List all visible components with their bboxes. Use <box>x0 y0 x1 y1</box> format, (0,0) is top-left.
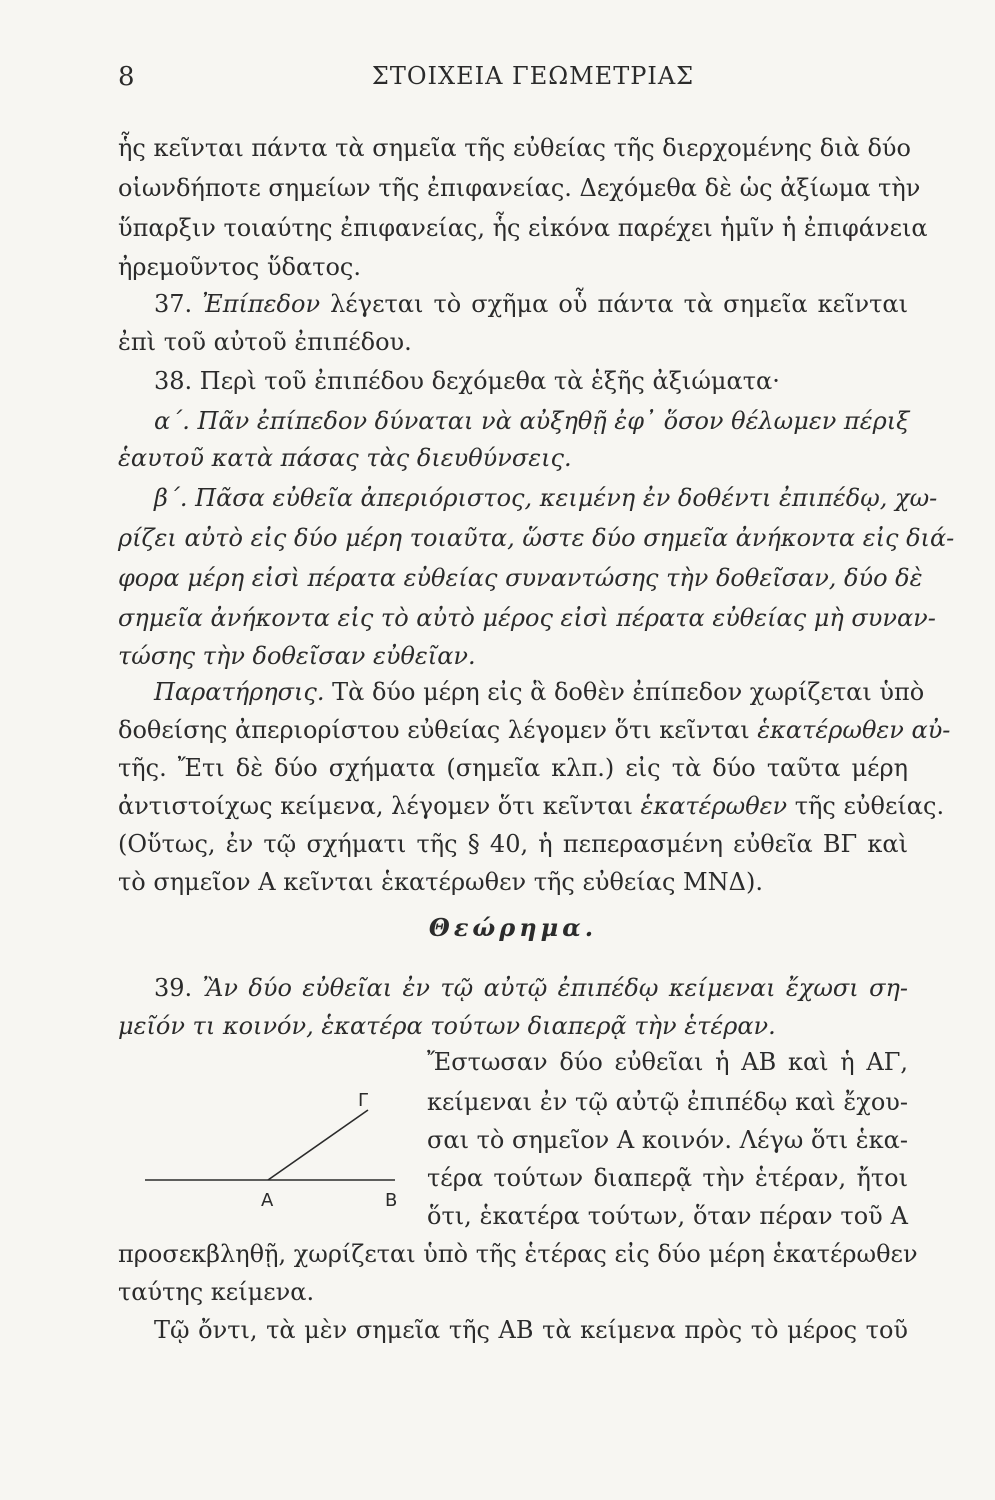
text-span: ἀντιστοίχως κείμενα, λέγομεν ὅτι κεῖνται <box>118 792 633 820</box>
text-span: τῆς εὐθείας. <box>794 792 945 820</box>
label-gamma: Γ <box>358 1090 369 1111</box>
proof-line: κείμεναι ἐν τῷ αὐτῷ ἐπιπέδῳ καὶ ἔχου- <box>427 1088 908 1116</box>
text-line: ρίζει αὐτὸ εἰς δύο μέρη τοιαῦτα, ὥστε δύο σημεῖα ἀνήκοντα εἰς διά- <box>118 524 955 552</box>
label-a: Α <box>261 1190 274 1211</box>
text-line: φορα μέρη εἰσὶ πέρατα εὐθείας συναντώσης τὴν δοθεῖσαν, δύο δὲ <box>118 564 923 592</box>
remark-line <box>118 674 925 710</box>
theorem-text: Ἂν δύο εὐθεῖαι ἐν τῷ αὐτῷ ἐπιπέδῳ κείμεναι ἔχωσι ση- <box>202 974 908 1002</box>
text-line: (Οὕτως, ἐν τῷ σχήματι τῆς § 40, ἡ πεπερασμένη εὐθεῖα ΒΓ καὶ <box>118 830 908 858</box>
text-line: μεῖόν τι κοινόν, ἑκατέρα τούτων διαπερᾷ τὴν ἑτέραν. <box>118 1012 776 1040</box>
axiom-text: Πᾶσα εὐθεῖα ἀπεριόριστος, κειμένη ἐν δοθέντι ἐπιπέδῳ, χω- <box>195 484 938 512</box>
text-line: ἠρεμοῦντος ὕδατος. <box>118 253 361 281</box>
axiom-label: β΄. <box>154 484 188 512</box>
text-span: δοθείσης ἀπεριορίστου εὐθείας λέγομεν ὅτι κεῖνται <box>118 716 750 744</box>
text-line: τῆς. Ἔτι δὲ δύο σχήματα (σημεῖα κλπ.) εἰς τὰ δύο ταῦτα μέρη <box>118 754 908 782</box>
remark-label: Παρατήρησις. <box>154 678 325 706</box>
text-line: ἐπὶ τοῦ αὐτοῦ ἐπιπέδου. <box>118 328 412 356</box>
text-line: ἑαυτοῦ κατὰ πάσας τὰς διευθύνσεις. <box>118 444 572 472</box>
axiom-label: α΄. <box>154 407 190 435</box>
text-line: οἱωνδήποτε σημείων τῆς ἐπιφανείας. Δεχόμεθα δὲ ὡς ἀξίωμα τὴν <box>118 174 921 202</box>
running-title: ΣΤΟΙΧΕΙΑ ΓΕΩΜΕΤΡΙΑΣ <box>371 62 695 90</box>
axiom-a-line <box>118 403 908 439</box>
text-line: ὕπαρξιν τοιαύτης ἐπιφανείας, ἧς εἰκόνα παρέχει ἡμῖν ἡ ἐπιφάνεια <box>118 214 928 242</box>
text-line <box>118 712 951 748</box>
theorem-heading: Θεώρημα. <box>428 913 598 942</box>
text-line: σημεῖα ἀνήκοντα εἰς τὸ αὐτὸ μέρος εἰσὶ πέρατα εὐθείας μὴ συναν- <box>118 604 936 632</box>
term-epipedon: Ἐπίπεδον <box>202 290 321 318</box>
remark-text: Τὰ δύο μέρη εἰς ἃ δοθὲν ἐπίπεδον χωρίζεται ὑπὸ <box>332 678 925 706</box>
text-line <box>118 788 945 824</box>
proof-line: τέρα τούτων διαπερᾷ τὴν ἑτέραν, ἤτοι <box>427 1164 908 1192</box>
paragraph-number: 37. <box>154 290 193 318</box>
definition-text: λέγεται τὸ σχῆμα οὗ πάντα τὰ σημεῖα κεῖνται <box>330 290 908 318</box>
proof-line: σαι τὸ σημεῖον Α κοινόν. Λέγω ὅτι ἑκα- <box>427 1126 908 1154</box>
theorem-39-line <box>118 970 908 1006</box>
text-line: Τῷ ὄντι, τὰ μὲν σημεῖα τῆς ΑΒ τὰ κείμενα πρὸς τὸ μέρος τοῦ <box>154 1316 908 1344</box>
proof-line: ὅτι, ἑκατέρα τούτων, ὅταν πέραν τοῦ Α <box>427 1202 908 1230</box>
italic-term: ἑκατέρωθεν αὐ- <box>757 716 951 744</box>
axiom-b-line <box>118 480 938 516</box>
text-line: ἧς κεῖνται πάντα τὰ σημεῖα τῆς εὐθείας τῆς διερχομένης διὰ δύο <box>118 134 911 162</box>
geometry-figure <box>140 1088 420 1228</box>
paragraph-number: 39. <box>154 974 193 1002</box>
proof-line: Ἔστωσαν δύο εὐθεῖαι ἡ ΑΒ καὶ ἡ ΑΓ, <box>427 1048 908 1076</box>
italic-term: ἑκατέρωθεν <box>640 792 788 820</box>
text-line: ταύτης κείμενα. <box>118 1278 315 1306</box>
page-header <box>118 62 908 102</box>
text-line: τώσης τὴν δοθεῖσαν εὐθεῖαν. <box>118 642 476 670</box>
text-line: προσεκβληθῇ, χωρίζεται ὑπὸ τῆς ἑτέρας εἰς δύο μέρη ἑκατέρωθεν <box>118 1240 918 1268</box>
text-line: τὸ σημεῖον Α κεῖνται ἑκατέρωθεν τῆς εὐθείας ΜΝΔ). <box>118 868 763 896</box>
page-number: 8 <box>118 62 135 92</box>
line-ag <box>268 1110 368 1180</box>
axiom-text: Πᾶν ἐπίπεδον δύναται νὰ αὐξηθῇ ἐφ᾽ ὅσον θέλωμεν πέριξ <box>197 407 910 435</box>
paragraph-38-line: 38. Περὶ τοῦ ἐπιπέδου δεχόμεθα τὰ ἑξῆς ἀξιώματα· <box>154 367 780 395</box>
paragraph-37-line <box>118 286 908 322</box>
label-b: Β <box>385 1190 398 1211</box>
